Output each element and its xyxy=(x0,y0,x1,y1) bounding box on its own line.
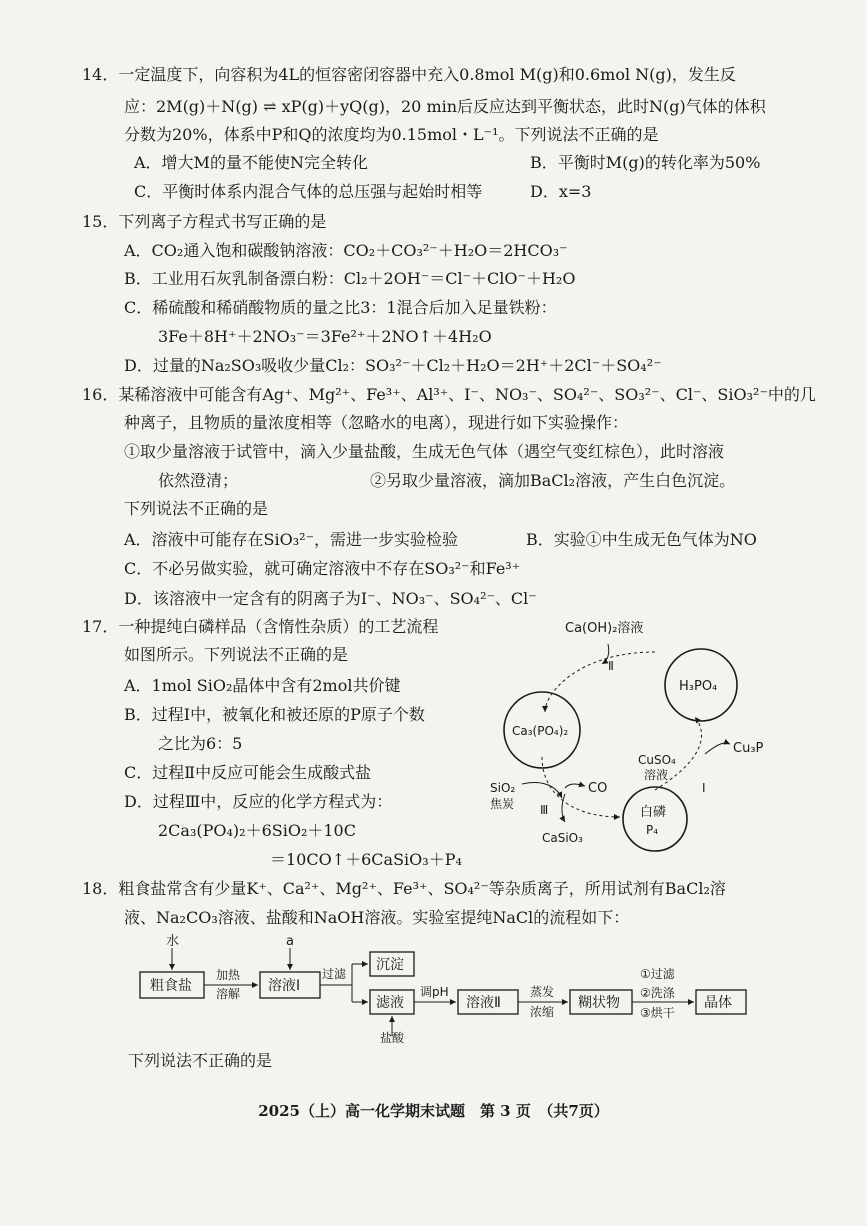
q16-option-a: A．溶液中可能存在SiO₃²⁻，需进一步实验检验 xyxy=(124,530,459,549)
q15-option-a: A．CO₂通入饱和碳酸钠溶液：CO₂＋CO₃²⁻＋H₂O＝2HCO₃⁻ xyxy=(124,241,568,260)
label-filtrate: 滤液 xyxy=(376,995,404,1011)
label-co: CO xyxy=(588,781,608,796)
label-adjust-ph: 调pH xyxy=(420,985,449,999)
q15-option-c-line1: C．稀硫酸和稀硝酸物质的量之比3：1混合后加入足量铁粉： xyxy=(124,298,557,317)
label-coke: 焦炭 xyxy=(490,797,515,811)
label-heat: 加热 xyxy=(216,968,241,982)
q17-stem-line1: 17．一种提纯白磷样品（含惰性杂质）的工艺流程 xyxy=(82,617,439,636)
arrow-co-out xyxy=(565,784,585,788)
label-step2: Ⅱ xyxy=(608,659,614,673)
q17-option-d-line3: ＝10CO↑＋6CaSiO₃＋P₄ xyxy=(270,850,462,869)
arrow-sio2-in xyxy=(522,783,562,798)
arrow-cu3p-out xyxy=(705,743,730,754)
label-crude-salt: 粗食盐 xyxy=(150,978,192,994)
q16-option-c: C．不必另做实验，就可确定溶液中不存在SO₃²⁻和Fe³⁺ xyxy=(124,559,521,578)
label-evaporate: 蒸发 xyxy=(530,985,555,999)
q17-option-d-line1: D．过程Ⅲ中，反应的化学方程式为： xyxy=(124,792,393,811)
arrow-casio3-out xyxy=(562,794,565,822)
q16-option-b: B．实验①中生成无色气体为NO xyxy=(526,530,757,549)
label-concentrate: 浓缩 xyxy=(530,1005,555,1019)
arrow-h3po4-to-ca3po42 xyxy=(545,652,655,712)
q18-stem-line2: 液、Na₂CO₃溶液、盐酸和NaOH溶液。实验室提纯NaCl的流程如下： xyxy=(124,908,630,927)
q16-question: 下列说法不正确的是 xyxy=(124,499,269,518)
q16-step2: ②另取少量溶液，滴加BaCl₂溶液，产生白色沉淀。 xyxy=(370,471,736,490)
label-dissolve: 溶解 xyxy=(216,987,241,1001)
q16-option-d: D．该溶液中一定含有的阴离子为I⁻、NO₃⁻、SO₄²⁻、Cl⁻ xyxy=(124,589,537,608)
label-white-phosphorus: 白磷 xyxy=(640,805,667,820)
label-cuso4-solution: 溶液 xyxy=(644,768,669,782)
q18-flow-diagram xyxy=(130,934,770,1044)
q14-option-d: D．x=3 xyxy=(530,182,592,201)
q17-option-b-line2: 之比为6：5 xyxy=(158,734,243,753)
label-filter: 过滤 xyxy=(322,967,347,981)
q18-stem-line1: 18．粗食盐常含有少量K⁺、Ca²⁺、Mg²⁺、Fe³⁺、SO₄²⁻等杂质离子，所用试剂有BaCl₂溶 xyxy=(82,879,726,898)
q15-option-c-line2: 3Fe＋8H⁺＋2NO₃⁻＝3Fe²⁺＋2NO↑＋4H₂O xyxy=(158,327,492,346)
label-p4: P₄ xyxy=(646,823,659,837)
q17-cycle-diagram xyxy=(480,612,780,872)
label-water: 水 xyxy=(166,934,180,949)
q14-stem-line2: 应：2M(g)＋N(g) ⇌ xP(g)＋yQ(g)，20 min后反应达到平衡状态，此时N(g)气体的体积 xyxy=(124,97,766,116)
label-hcl: 盐酸 xyxy=(380,1031,405,1044)
q17-stem-line2: 如图所示。下列说法不正确的是 xyxy=(124,645,349,664)
q16-stem-line1: 16．某稀溶液中可能含有Ag⁺、Mg²⁺、Fe³⁺、Al³⁺、I⁻、NO₃⁻、SO₄²⁻、SO₃²⁻、Cl⁻、SiO₃²⁻中的几 xyxy=(82,385,816,404)
label-step1: Ⅰ xyxy=(702,781,706,795)
q14-stem-line1: 14．一定温度下，向容积为4L的恒容密闭容器中充入0.8mol M(g)和0.6mol N(g)，发生反 xyxy=(82,65,736,84)
q15-option-b: B．工业用石灰乳制备漂白粉：Cl₂＋2OH⁻＝Cl⁻＋ClO⁻＋H₂O xyxy=(124,269,576,288)
page-footer: 2025（上）高一化学期末试题 第 3 页 （共7页） xyxy=(258,1102,609,1120)
q17-option-a: A．1mol SiO₂晶体中含有2mol共价键 xyxy=(124,676,401,695)
q14-option-a: A．增大M的量不能使N完全转化 xyxy=(134,153,368,172)
label-reagent-a: a xyxy=(286,934,294,949)
label-op-wash: ②洗涤 xyxy=(640,986,675,1000)
label-op-filter: ①过滤 xyxy=(640,967,675,981)
label-h3po4: H₃PO₄ xyxy=(679,679,718,694)
q16-step1-line1: ①取少量溶液于试管中，滴入少量盐酸，生成无色气体（遇空气变红棕色），此时溶液 xyxy=(124,442,725,461)
q14-option-b: B．平衡时M(g)的转化率为50% xyxy=(530,153,761,172)
q14-stem-line3: 分数为20%，体系中P和Q的浓度均为0.15mol・L⁻¹。下列说法不正确的是 xyxy=(124,125,659,144)
q17-option-d-line2: 2Ca₃(PO₄)₂＋6SiO₂＋10C xyxy=(158,821,356,840)
q18-question: 下列说法不正确的是 xyxy=(128,1051,273,1070)
label-solution-1: 溶液Ⅰ xyxy=(268,978,301,994)
label-op-dry: ③烘干 xyxy=(640,1006,675,1020)
label-sio2: SiO₂ xyxy=(490,781,516,795)
label-crystal: 晶体 xyxy=(704,995,732,1011)
label-caoh2: Ca(OH)₂溶液 xyxy=(565,621,644,636)
q16-stem-line2: 种离子，且物质的量浓度相等（忽略水的电离），现进行如下实验操作： xyxy=(124,413,629,432)
label-cu3p: Cu₃P xyxy=(733,741,764,756)
label-casio3: CaSiO₃ xyxy=(542,831,583,845)
q15-stem: 15．下列离子方程式书写正确的是 xyxy=(82,212,327,231)
q16-step1-line2: 依然澄清； xyxy=(158,471,239,490)
label-paste: 糊状物 xyxy=(578,995,620,1011)
q17-option-b-line1: B．过程Ⅰ中，被氧化和被还原的P原子个数 xyxy=(124,705,425,724)
label-solution-2: 溶液Ⅱ xyxy=(466,995,501,1011)
q15-option-d: D．过量的Na₂SO₃吸收少量Cl₂：SO₃²⁻＋Cl₂＋H₂O＝2H⁺＋2Cl⁻＋SO₄²⁻ xyxy=(124,356,662,375)
q14-option-c: C．平衡时体系内混合气体的总压强与起始时相等 xyxy=(134,182,483,201)
label-cuso4: CuSO₄ xyxy=(638,753,676,767)
label-ca3po42: Ca₃(PO₄)₂ xyxy=(512,724,569,738)
label-step3: Ⅲ xyxy=(540,803,549,817)
q17-option-c: C．过程Ⅱ中反应可能会生成酸式盐 xyxy=(124,763,372,782)
label-precipitate: 沉淀 xyxy=(376,957,404,973)
